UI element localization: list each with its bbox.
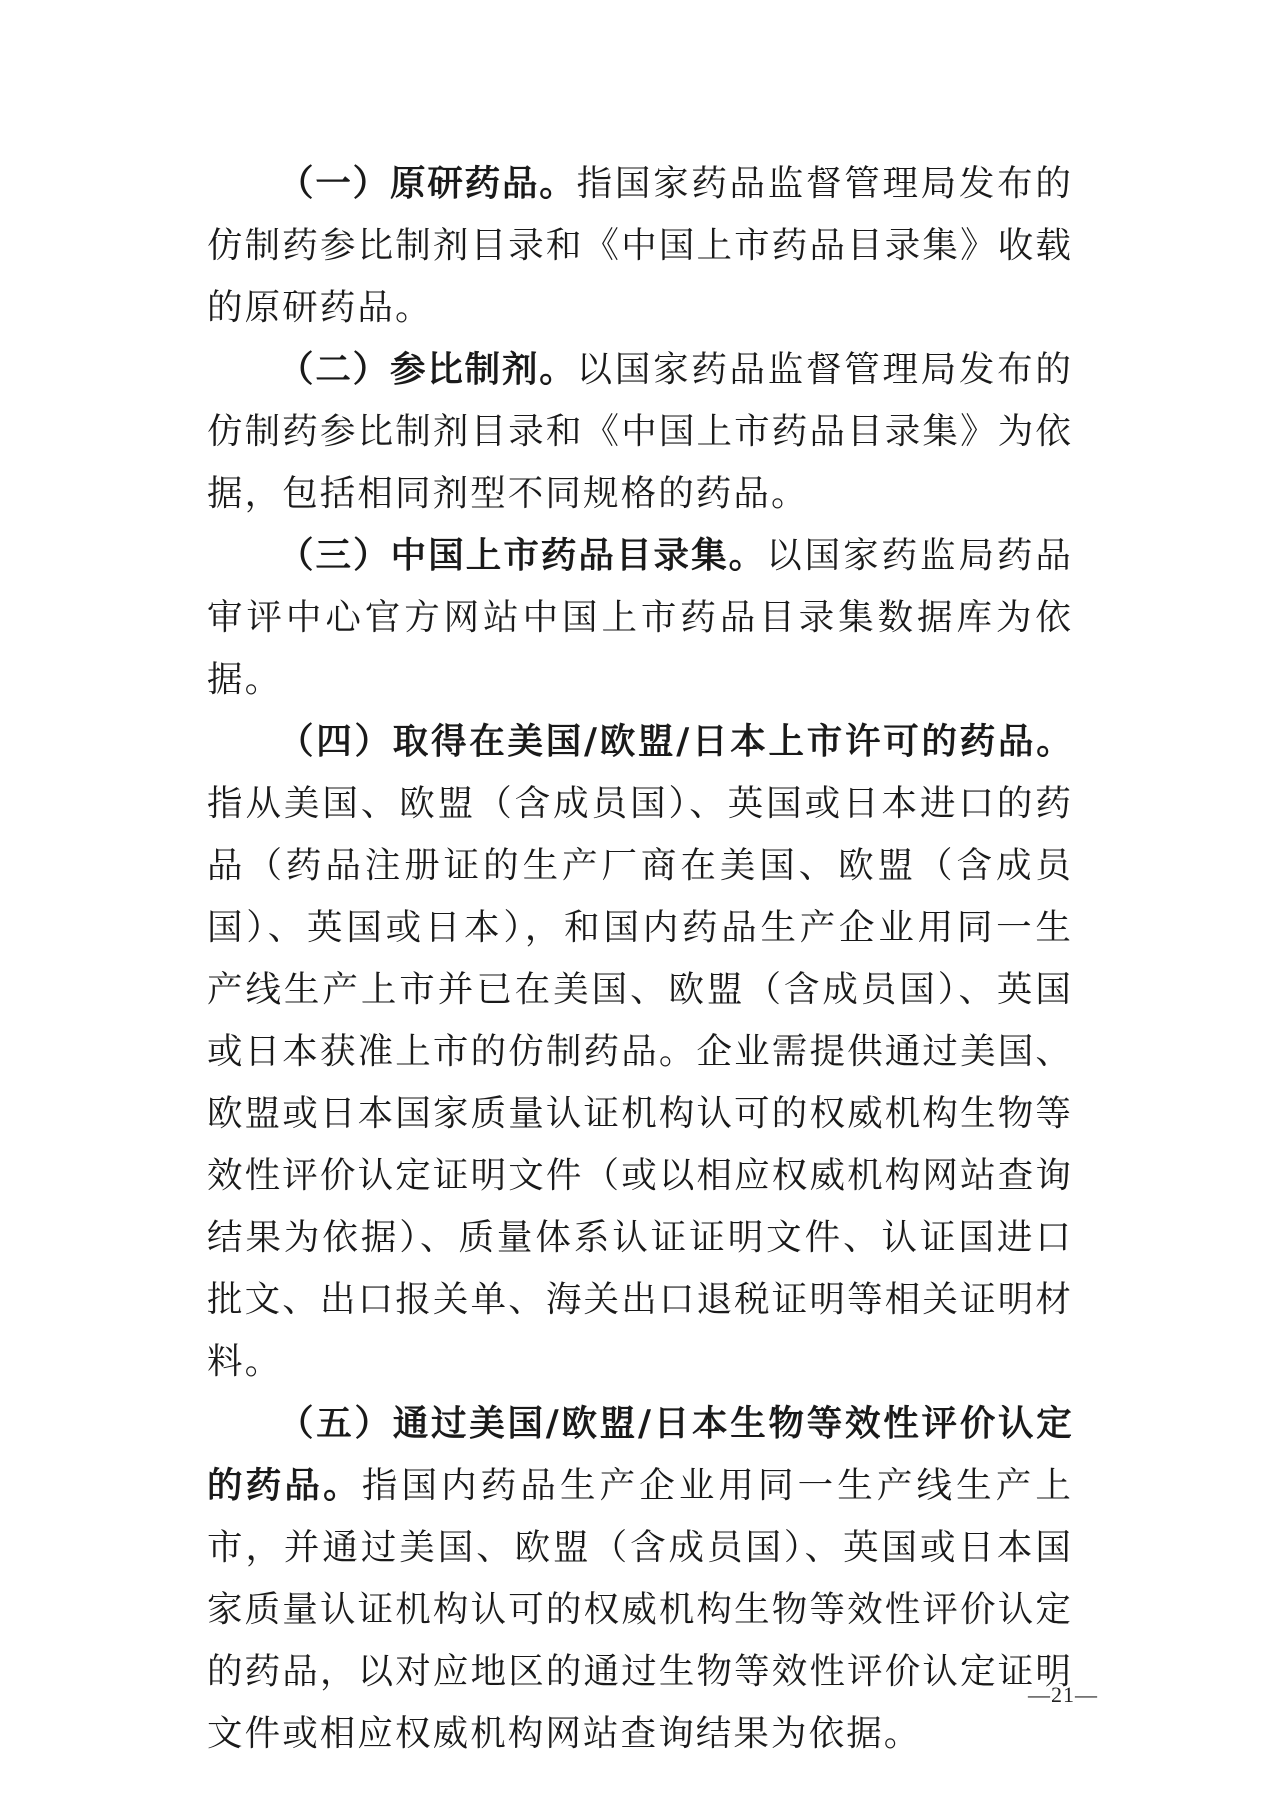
paragraph-3 [207,525,1073,711]
page-number: —21— [1028,1682,1098,1707]
paragraph-heading: （二）参比制剂。 [278,349,577,390]
paragraph-text: 以国家药品监督管理局发布的仿制药参比制剂目录和《中国上市药品目录集》为依据，包括相同剂型不同规格的药品。 [207,349,1073,514]
paragraph-2 [207,339,1073,525]
paragraph-heading: （一）原研药品。 [278,163,577,204]
paragraph-heading: （三）中国上市药品目录集。 [278,535,767,576]
paragraph-text: 指国家药品监督管理局发布的仿制药参比制剂目录和《中国上市药品目录集》收载的原研药品。 [207,163,1073,328]
paragraph-4 [207,711,1073,1393]
paragraph-heading: （四）取得在美国/欧盟/日本上市许可的药品。 [278,721,1073,762]
paragraph-text: 指国内药品生产企业用同一生产线生产上市，并通过美国、欧盟（含成员国）、英国或日本国家质量认证机构认可的权威机构生物等效性评价认定的药品，以对应地区的通过生物等效性评价认定证明文件或相应权威机构网站查询结果为依据。 [207,1465,1073,1754]
paragraph-1 [207,153,1073,339]
paragraph-text: 以国家药监局药品审评中心官方网站中国上市药品目录集数据库为依据。 [207,535,1073,700]
paragraph-heading: （五）通过美国/欧盟/日本生物等效性评价认定的药品。 [207,1403,1073,1506]
paragraph-5 [207,1393,1073,1765]
paragraph-text: 指从美国、欧盟（含成员国）、英国或日本进口的药品（药品注册证的生产厂商在美国、欧盟（含成员国）、英国或日本），和国内药品生产企业用同一生产线生产上市并已在美国、欧盟（含成员国）、英国或日本获准上市的仿制药品。企业需提供通过美国、欧盟或日本国家质量认证机构认可的权威机构生物等效性评价认定证明文件（或以相应权威机构网站查询结果为依据）、质量体系认证证明文件、认证国进口批文、出口报关单、海关出口退税证明等相关证明材料。 [207,783,1073,1382]
document-body [207,153,1073,1765]
